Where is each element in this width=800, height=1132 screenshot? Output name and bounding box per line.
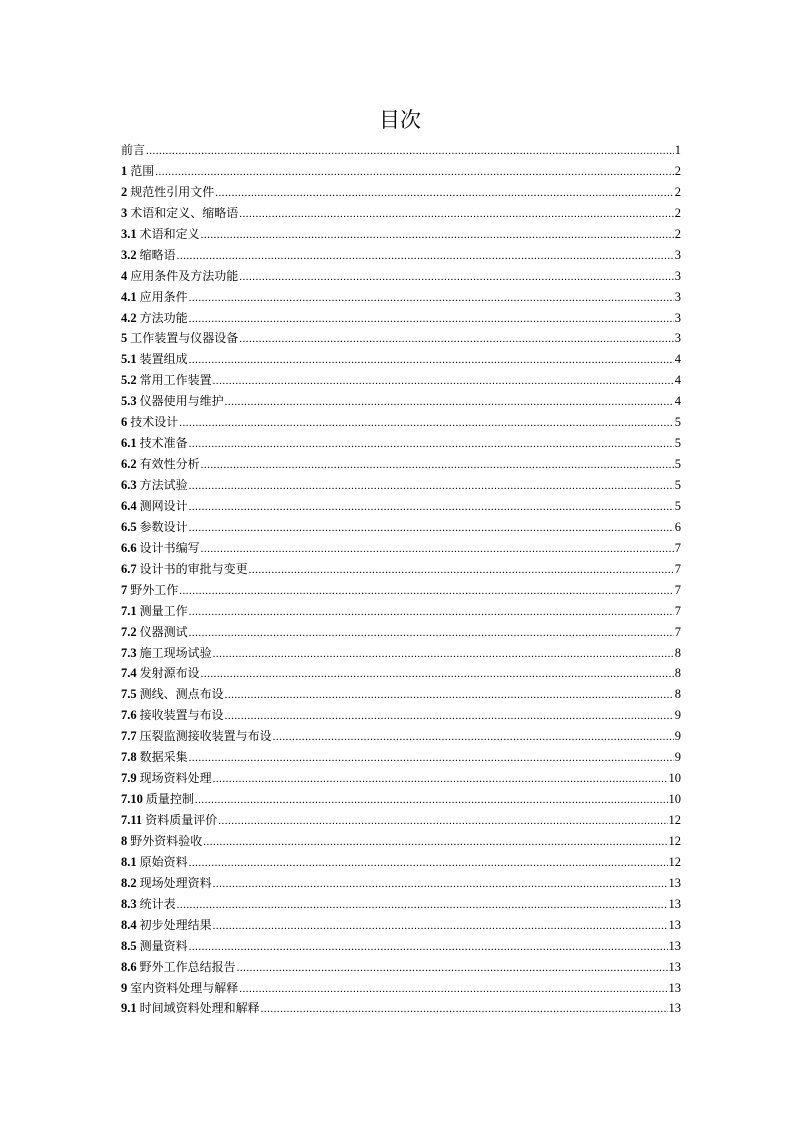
toc-entry-page: 7 [674, 603, 681, 618]
toc-entry-page: 12 [668, 833, 681, 848]
toc-entry-number: 8 [121, 833, 128, 848]
dot-leader [261, 999, 668, 1020]
dot-leader [203, 832, 667, 853]
toc-entry[interactable] [121, 831, 681, 852]
toc-entry-title: 资料质量评价 [145, 813, 218, 827]
toc-entry-page: 1 [674, 143, 681, 157]
toc-entry-page: 13 [668, 1001, 681, 1016]
dot-leader [155, 162, 673, 183]
toc-entry-title: 野外工作总结报告 [139, 959, 236, 974]
toc-entry[interactable] [121, 349, 681, 370]
toc-entry-number: 6 [121, 415, 128, 430]
dot-leader [201, 455, 674, 476]
toc-entry-page: 2 [674, 205, 681, 220]
toc-entry-number: 9.1 [121, 1001, 137, 1016]
toc-entry-number: 7.9 [121, 771, 137, 786]
toc-entry-title: 有效性分析 [139, 457, 200, 472]
toc-entry-number: 8.1 [121, 854, 137, 869]
toc-entry-title: 方法功能 [139, 310, 188, 325]
toc-entry-number: 8.6 [121, 959, 137, 974]
toc-entry-title: 野外资料验收 [130, 833, 203, 848]
table-of-contents [121, 140, 681, 1019]
toc-entry-number: 6.3 [121, 478, 137, 492]
toc-entry-title: 测线、测点布设 [139, 687, 224, 702]
dot-leader [239, 979, 667, 1000]
toc-entry-title: 装置组成 [139, 352, 188, 367]
dot-leader [189, 497, 674, 518]
toc-entry-title: 技术准备 [139, 436, 188, 451]
toc-entry[interactable] [121, 454, 681, 475]
toc-entry-title: 时间域资料处理和解释 [139, 1001, 260, 1016]
toc-entry[interactable] [121, 747, 681, 768]
toc-entry-number: 5.2 [121, 373, 137, 388]
toc-entry[interactable] [121, 705, 681, 726]
dot-leader [201, 664, 674, 685]
toc-entry-page: 7 [674, 624, 681, 639]
toc-entry-title: 前言 [121, 143, 146, 157]
toc-entry-number: 2 [121, 184, 128, 199]
toc-entry-number: 3.1 [121, 226, 137, 241]
toc-entry-title: 应用条件 [139, 289, 188, 304]
dot-leader [201, 539, 674, 560]
dot-leader [213, 874, 668, 895]
dot-leader [177, 895, 668, 916]
dot-leader [189, 350, 674, 371]
toc-entry-title: 现场资料处理 [139, 771, 212, 786]
toc-entry-title: 仪器测试 [139, 624, 188, 639]
toc-entry-title: 压裂监测接收装置与布设 [139, 729, 272, 744]
toc-entry-page: 4 [674, 352, 681, 367]
dot-leader [189, 288, 674, 309]
toc-entry[interactable] [121, 684, 681, 705]
toc-entry-number: 7.6 [121, 708, 137, 723]
toc-entry-page: 6 [674, 519, 681, 534]
toc-entry-page: 2 [674, 163, 681, 178]
toc-entry-page: 5 [674, 415, 681, 430]
toc-entry[interactable] [121, 224, 681, 245]
toc-entry[interactable] [121, 161, 681, 182]
dot-leader [189, 602, 674, 623]
toc-entry-page: 8 [674, 645, 681, 660]
toc-entry-page: 4 [674, 373, 681, 388]
toc-entry-title: 设计书编写 [139, 540, 200, 555]
dot-leader [189, 518, 674, 539]
dot-leader [213, 371, 674, 392]
toc-entry-number: 5 [121, 331, 128, 346]
toc-entry-number: 7.3 [121, 645, 137, 660]
toc-entry-page: 5 [674, 436, 681, 451]
toc-entry-number: 7.8 [121, 750, 137, 765]
toc-entry[interactable] [121, 852, 681, 873]
toc-entry-page: 3 [674, 310, 681, 325]
toc-entry[interactable] [121, 140, 681, 161]
dot-leader [225, 685, 674, 706]
toc-entry[interactable] [121, 936, 681, 957]
dot-leader [189, 309, 674, 330]
toc-entry-page: 7 [674, 540, 681, 555]
toc-entry[interactable] [121, 915, 681, 936]
toc-entry-number: 9 [121, 980, 128, 995]
toc-entry-title: 范围 [130, 163, 155, 178]
dot-leader [146, 141, 674, 162]
toc-entry[interactable] [121, 287, 681, 308]
toc-entry[interactable] [121, 663, 681, 684]
toc-entry-number: 8.3 [121, 896, 137, 911]
toc-entry-title: 工作装置与仪器设备 [130, 331, 239, 346]
toc-entry-title: 发射源布设 [139, 666, 200, 681]
dot-leader [179, 413, 673, 434]
dot-leader [215, 183, 673, 204]
toc-entry-page: 8 [674, 687, 681, 702]
toc-entry-number: 5.1 [121, 352, 137, 367]
toc-entry-title: 技术设计 [130, 415, 179, 430]
toc-entry-page: 5 [674, 457, 681, 472]
toc-entry-title: 规范性引用文件 [130, 184, 215, 199]
toc-entry-number: 8.2 [121, 875, 137, 890]
toc-entry-title: 施工现场试验 [139, 645, 212, 660]
toc-entry-page: 7 [674, 561, 681, 576]
toc-entry[interactable] [121, 370, 681, 391]
toc-entry-number: 7 [121, 582, 128, 597]
toc-entry[interactable] [121, 873, 681, 894]
toc-entry-page: 3 [674, 289, 681, 304]
toc-entry-number: 7.4 [121, 666, 137, 681]
toc-entry-number: 6.5 [121, 519, 137, 534]
toc-entry[interactable] [121, 182, 681, 203]
toc-entry[interactable] [121, 412, 681, 433]
toc-entry[interactable] [121, 475, 681, 496]
toc-entry-page: 3 [674, 331, 681, 346]
dot-leader [189, 748, 674, 769]
dot-leader [189, 853, 668, 874]
toc-entry-title: 参数设计 [139, 519, 188, 534]
toc-entry-number: 7.11 [121, 813, 143, 827]
dot-leader [239, 267, 673, 288]
toc-entry[interactable] [121, 496, 681, 517]
toc-entry-page: 7 [674, 582, 681, 597]
toc-entry-page: 13 [668, 917, 681, 932]
toc-entry-number: 3.2 [121, 247, 137, 262]
dot-leader [225, 706, 674, 727]
toc-entry[interactable] [121, 810, 681, 831]
toc-entry-page: 3 [674, 268, 681, 283]
dot-leader [218, 811, 667, 832]
toc-entry-title: 野外工作 [130, 582, 179, 597]
dot-leader [189, 434, 674, 455]
toc-entry[interactable] [121, 328, 681, 349]
toc-entry-title: 缩略语 [139, 247, 176, 262]
toc-entry[interactable] [121, 978, 681, 999]
toc-entry-page: 8 [674, 666, 681, 681]
toc-entry-number: 7.10 [121, 792, 143, 807]
toc-entry[interactable] [121, 622, 681, 643]
toc-entry[interactable] [121, 643, 681, 664]
toc-entry-title: 测量资料 [139, 938, 188, 953]
toc-entry-title: 常用工作装置 [139, 373, 212, 388]
toc-entry[interactable] [121, 768, 681, 789]
toc-entry-number: 4 [121, 268, 128, 283]
toc-entry[interactable] [121, 580, 681, 601]
toc-entry[interactable] [121, 266, 681, 287]
toc-entry-page: 13 [668, 896, 681, 911]
toc-entry-title: 初步处理结果 [139, 917, 212, 932]
toc-entry-number: 8.5 [121, 938, 137, 953]
toc-entry[interactable] [121, 998, 681, 1019]
dot-leader [249, 560, 674, 581]
toc-entry[interactable] [121, 601, 681, 622]
dot-leader [239, 329, 673, 350]
dot-leader [237, 958, 668, 979]
toc-entry-page: 5 [674, 498, 681, 513]
toc-entry[interactable] [121, 538, 681, 559]
toc-entry-number: 6.6 [121, 540, 137, 555]
toc-entry-number: 1 [121, 163, 128, 178]
toc-entry[interactable] [121, 245, 681, 266]
toc-entry-page: 13 [668, 938, 681, 953]
toc-entry-number: 6.4 [121, 498, 137, 513]
toc-entry-title: 应用条件及方法功能 [130, 268, 239, 283]
dot-leader [189, 623, 674, 644]
toc-entry[interactable] [121, 203, 681, 224]
toc-entry-number: 6.2 [121, 457, 137, 472]
toc-entry-number: 6.7 [121, 561, 137, 576]
toc-entry-title: 术语和定义、缩略语 [130, 205, 239, 220]
toc-entry-title: 质量控制 [145, 792, 194, 807]
toc-entry-title: 室内资料处理与解释 [130, 980, 239, 995]
toc-entry-title: 接收装置与布设 [139, 708, 224, 723]
dot-leader [213, 769, 668, 790]
dot-leader [189, 937, 668, 958]
toc-entry-page: 2 [674, 226, 681, 241]
toc-entry-number: 7.5 [121, 687, 137, 702]
toc-entry-title: 原始资料 [139, 854, 188, 869]
toc-entry[interactable] [121, 789, 681, 810]
dot-leader [213, 916, 668, 937]
toc-entry-title: 数据采集 [139, 750, 188, 765]
toc-entry-page: 9 [674, 729, 681, 744]
toc-entry-page: 12 [668, 854, 681, 869]
toc-entry[interactable] [121, 957, 681, 978]
toc-entry[interactable] [121, 559, 681, 580]
toc-entry-number: 4.2 [121, 310, 137, 325]
toc-entry-page: 13 [668, 959, 681, 974]
toc-entry-title: 测网设计 [139, 498, 188, 513]
toc-entry-number: 5.3 [121, 394, 137, 409]
toc-entry-number: 4.1 [121, 289, 137, 304]
dot-leader [239, 204, 673, 225]
toc-entry-title: 方法试验 [139, 478, 188, 492]
toc-title: 目次 [379, 108, 421, 132]
toc-entry-title: 仪器使用与维护 [139, 394, 224, 409]
dot-leader [201, 225, 674, 246]
toc-entry-title: 设计书的审批与变更 [139, 561, 248, 576]
toc-entry-number: 6.1 [121, 436, 137, 451]
toc-entry-page: 2 [674, 184, 681, 199]
toc-entry[interactable] [121, 894, 681, 915]
toc-entry-number: 7.2 [121, 624, 137, 639]
toc-entry-title: 测量工作 [139, 603, 188, 618]
dot-leader [179, 581, 673, 602]
toc-entry-page: 5 [674, 478, 681, 492]
toc-entry[interactable] [121, 391, 681, 412]
toc-entry[interactable] [121, 308, 681, 329]
toc-entry[interactable] [121, 726, 681, 747]
dot-leader [195, 790, 668, 811]
dot-leader [273, 727, 674, 748]
toc-entry-title: 现场处理资料 [139, 875, 212, 890]
toc-entry-page: 12 [668, 813, 681, 827]
toc-entry-page: 10 [668, 771, 681, 786]
toc-entry-number: 8.4 [121, 917, 137, 932]
toc-entry-page: 10 [668, 792, 681, 807]
toc-entry-page: 9 [674, 708, 681, 723]
toc-entry-number: 7.7 [121, 729, 137, 744]
dot-leader [213, 644, 674, 665]
toc-entry[interactable] [121, 517, 681, 538]
toc-entry[interactable] [121, 433, 681, 454]
toc-entry-page: 13 [668, 980, 681, 995]
toc-entry-title: 统计表 [139, 896, 176, 911]
toc-entry-page: 9 [674, 750, 681, 765]
dot-leader [189, 476, 674, 497]
toc-entry-number: 7.1 [121, 603, 137, 618]
toc-entry-title: 术语和定义 [139, 226, 200, 241]
dot-leader [177, 246, 674, 267]
toc-entry-page: 13 [668, 875, 681, 890]
toc-entry-number: 3 [121, 205, 128, 220]
toc-entry-page: 3 [674, 247, 681, 262]
toc-entry-page: 4 [674, 394, 681, 409]
dot-leader [225, 392, 674, 413]
